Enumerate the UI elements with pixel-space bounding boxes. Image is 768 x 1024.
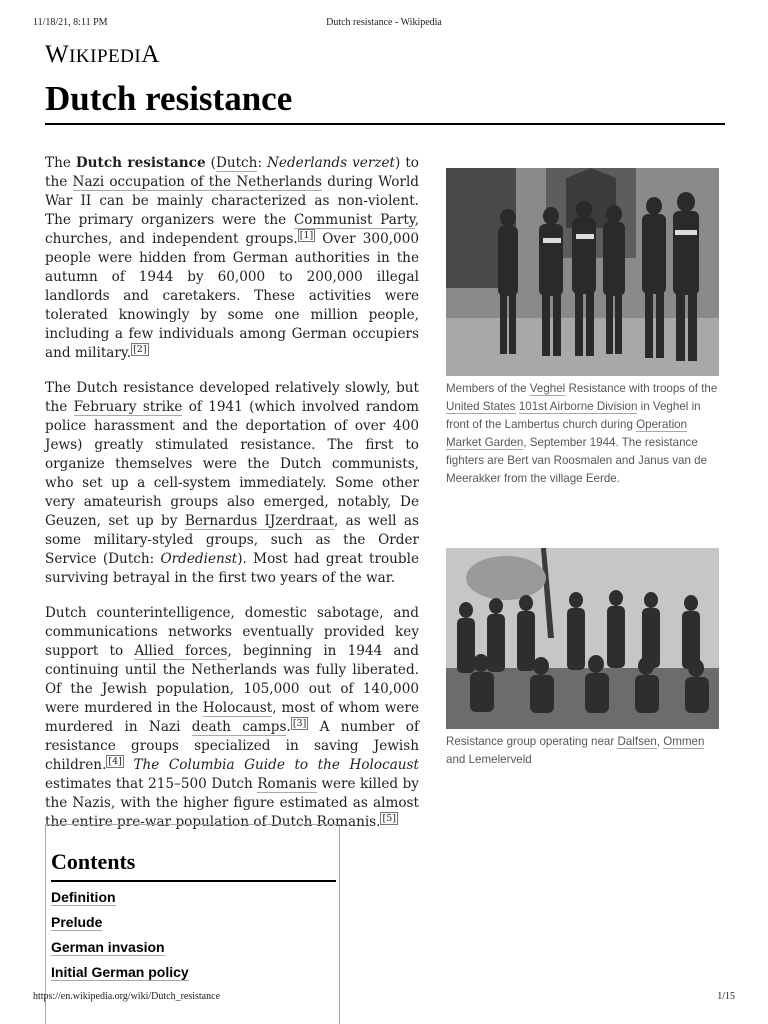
figure-resistance-group [446, 548, 719, 769]
figure-veghel-resistance [446, 168, 719, 488]
paragraph-development: The Dutch resistance developed relatively slowly, but the February strike of 1941 (which involved random police harassment and the deportation of over 400 Jews) greatly stimulated resistance. The first to organize themselves were the Dutch communists, who set up a cell-system immediately. Some other very amateurish groups also emerged, notably, De Geuzen, set up by Bernardus IJzerdraat, as well as some military-styled groups, such as the Order Service (Dutch: Ordedienst). Most had great trouble surviving betrayal in the first two years of the war. [45, 380, 420, 586]
link-united-states[interactable]: United States [446, 400, 516, 413]
link-allied-forces[interactable]: Allied forces [134, 643, 228, 659]
page-title: Dutch resistance [45, 79, 293, 118]
toc-title: Contents [51, 849, 136, 874]
toc-item-german-invasion[interactable]: German invasion [51, 939, 165, 955]
print-date: 11/18/21, 8:11 PM [33, 17, 108, 28]
reference-3[interactable]: [3] [292, 718, 307, 729]
link-holocaust[interactable]: Holocaust [202, 700, 273, 716]
reference-4[interactable]: [4] [108, 756, 122, 767]
title-divider [45, 123, 725, 125]
link-veghel[interactable]: Veghel [529, 382, 566, 395]
link-dalfsen[interactable]: Dalfsen [617, 735, 657, 748]
reference-1[interactable]: [1] [299, 230, 314, 241]
toc-item-prelude[interactable]: Prelude [51, 914, 103, 930]
link-romanis[interactable]: Romanis [257, 776, 317, 792]
paragraph-intro: The Dutch resistance (Dutch: Nederlands verzet) to the Nazi occupation of the Netherlands during World War II can be mainly characterized as non-violent. The primary organizers were the Communist Party, churches, and independent groups. [1] Over 300,000 people were hidden from German authorities in the autumn of 1944 by 60,000 to 200,000 illegal landlords and caretakers. These activities were tolerated knowingly by some one million people, including a few individuals among German occupiers and military. [2] [45, 155, 420, 361]
figure-caption: Resistance group operating near Dalfsen, Ommen and Lemelerveld [446, 735, 705, 766]
paragraph-counterintelligence: Dutch counterintelligence, domestic sabotage, and communications networks eventually provided key support to Allied forces, beginning in 1944 and continuing until the Netherlands was fully liberated. Of the Jewish population, 105,000 out of 140,000 were murdered in the Holocaust, most of whom were murdered in Nazi death camps. [3] A number of resistance groups specialized in saving Jewish children. [4] The Columbia Guide to the Holocaust estimates that 215–500 Dutch Romanis were killed by the Nazis, with the higher figure estimated as almost the entire pre-war population of Dutch Romanis. [5] [45, 605, 419, 830]
toc-item-initial-german-policy[interactable]: Initial German policy [51, 964, 189, 980]
link-february-strike[interactable]: February strike [73, 399, 183, 415]
photo-veghel-drawing [446, 168, 719, 376]
print-header [33, 17, 735, 31]
print-footer [33, 991, 735, 1005]
toc-item-definition[interactable]: Definition [51, 889, 116, 905]
link-communist-party[interactable]: Communist Party [293, 212, 415, 228]
print-page-title: Dutch resistance - Wikipedia [326, 17, 442, 28]
link-operation-market-garden[interactable]: Operation Market Garden [446, 418, 688, 449]
print-url: https://en.wikipedia.org/wiki/Dutch_resistance [33, 991, 221, 1002]
photo-group-drawing [446, 548, 719, 729]
wikipedia-wordmark[interactable]: WIKIPEDIA [45, 41, 160, 68]
link-101st-airborne[interactable]: 101st Airborne Division [518, 400, 638, 413]
link-nazi-occupation[interactable]: Nazi occupation of the Netherlands [72, 174, 322, 190]
link-bernardus-ijzerdraat[interactable]: Bernardus IJzerdraat [184, 513, 334, 529]
figure-caption: Members of the Veghel Resistance with troops of the United States 101st Airborne Division in Veghel in front of the Lambertus church during Operation Market Garden, September 1944. The resistance fighters are Bert van Roosmalen and Janus van de Meerakker from the village Eerde. [446, 382, 718, 485]
print-page-number: 1/15 [717, 991, 735, 1002]
article-body [45, 154, 419, 848]
toc-divider [51, 880, 336, 882]
link-dutch-language[interactable]: Dutch [215, 155, 258, 171]
link-ommen[interactable]: Ommen [663, 735, 705, 748]
reference-2[interactable]: [2] [133, 344, 147, 355]
photo-veghel-resistance[interactable] [446, 168, 719, 376]
link-death-camps[interactable]: death camps [191, 719, 287, 735]
toc-list [51, 887, 189, 987]
photo-resistance-group[interactable] [446, 548, 719, 729]
reference-5[interactable]: [5] [382, 813, 396, 824]
